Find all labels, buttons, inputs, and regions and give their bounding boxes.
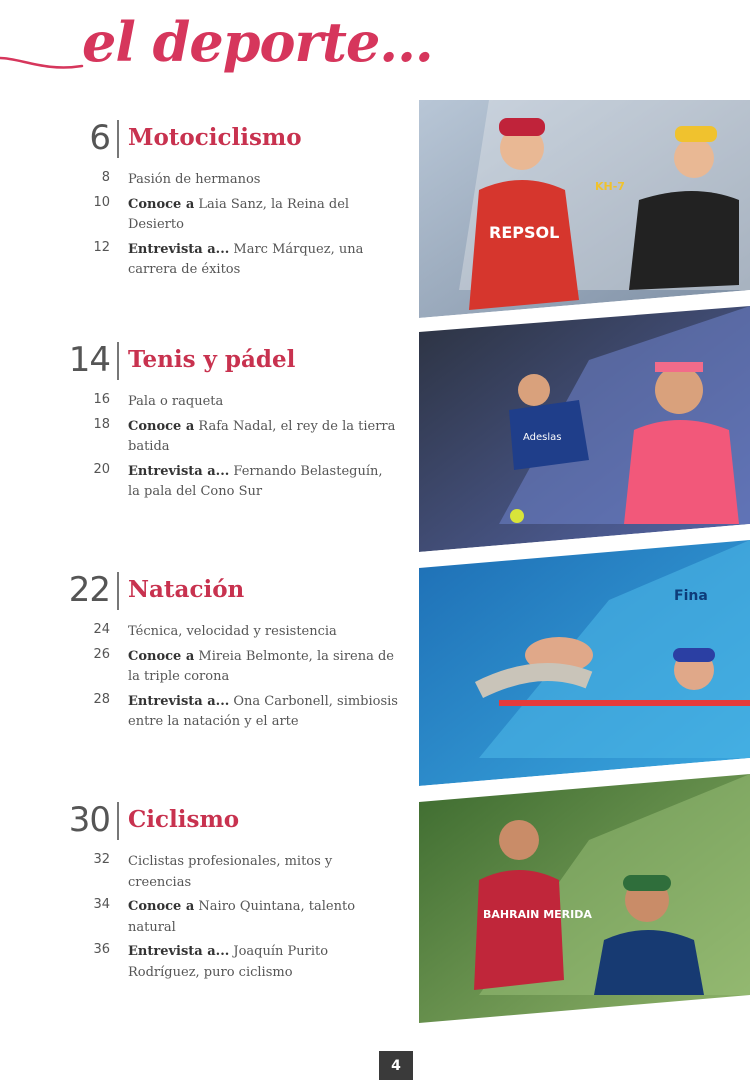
entry-lead: Conoce a [128,648,195,664]
entry-page-number: 32 [93,852,110,867]
entry-lead: Conoce a [128,899,195,914]
list-item[interactable] [0,647,410,688]
section-header [0,118,410,162]
section-divider [117,342,119,380]
list-item[interactable] [0,240,410,281]
section-title: Ciclismo [128,806,240,833]
entry-text [128,897,398,938]
entry-text [128,195,398,236]
entry-text [128,852,398,893]
list-item[interactable] [0,942,410,983]
entry-page-number: 34 [93,897,110,912]
section-page-number: 30 [68,800,110,840]
list-item[interactable] [0,462,410,503]
entry-page-number: 24 [93,622,110,637]
entry-page-number: 28 [93,691,110,707]
section-divider [117,572,119,610]
entry-list [0,392,410,507]
entry-text [128,622,398,643]
entry-body: Mireia Belmonte, la sirena de la triple corona [128,648,394,684]
photo-ciclismo [419,774,750,1023]
section-divider [117,802,119,840]
entry-text [128,942,398,983]
section-page-number: 22 [68,570,110,610]
section-title: Natación [128,576,245,603]
entry-text [128,170,398,191]
entry-text [128,692,398,733]
entry-page-number: 12 [93,239,110,255]
entry-lead: Entrevista a... [128,241,230,257]
entry-page-number: 16 [93,392,110,407]
entry-page-number: 36 [93,942,110,957]
entry-text [128,647,398,688]
list-item[interactable] [0,622,410,643]
entry-body: Nairo Quintana, talento natural [128,899,356,935]
list-item[interactable] [0,692,410,733]
section-page-number: 6 [89,118,110,158]
entry-list [0,622,410,737]
list-item[interactable] [0,852,410,893]
logo-adeslas: Adeslas [523,432,562,443]
page-title: el deporte... [82,10,433,74]
logo-bahrain-merida: BAHRAIN MERIDA [483,908,592,921]
entry-lead: Entrevista a... [128,463,230,479]
photo-motociclismo [419,100,750,318]
entry-lead: Entrevista a... [128,693,230,709]
section-header [0,570,410,614]
entry-text [128,417,398,458]
entry-body: Marc Márquez, una carrera de éxitos [128,241,364,277]
list-item[interactable] [0,392,410,413]
header [0,0,433,110]
entry-body: Laia Sanz, la Reina del Desierto [128,196,350,232]
entry-list [0,852,410,987]
entry-lead: Conoce a [128,418,195,434]
list-item[interactable] [0,195,410,236]
entry-body: Rafa Nadal, el rey de la tierra batida [128,418,396,454]
entry-lead: Entrevista a... [128,944,230,959]
list-item[interactable] [0,897,410,938]
entry-list [0,170,410,285]
logo-fina: Fina [674,588,708,604]
entry-text [128,462,398,503]
section-divider [117,120,119,158]
entry-page-number: 20 [93,461,110,477]
section-header [0,800,410,844]
list-item[interactable] [0,170,410,191]
entry-lead: Conoce a [128,196,195,212]
entry-body: Joaquín Purito Rodríguez, puro ciclismo [128,944,329,980]
section-page-number: 14 [68,340,110,380]
entry-body: Ciclistas profesionales, mitos y creencias [128,854,333,890]
page-number-badge: 4 [379,1051,413,1080]
photo-natacion [419,540,750,786]
entry-body: Pala o raqueta [128,394,224,409]
logo-kh7: KH-7 [595,180,625,193]
entry-body: Pasión de hermanos [128,172,261,187]
entry-page-number: 26 [93,646,110,662]
entry-text [128,240,398,281]
section-title: Motociclismo [128,124,302,151]
logo-repsol: REPSOL [489,223,560,242]
entry-page-number: 18 [93,416,110,432]
section-header [0,340,410,384]
entry-text [128,392,398,413]
entry-page-number: 8 [101,170,110,185]
section-title: Tenis y pádel [128,346,296,373]
entry-body: Ona Carbonell, simbiosis entre la natación y el arte [128,693,398,729]
list-item[interactable] [0,417,410,458]
entry-body: Técnica, velocidad y resistencia [128,624,337,639]
entry-body: Fernando Belasteguín, la pala del Cono Sur [128,463,383,499]
photo-tenis-padel [419,306,750,552]
entry-page-number: 10 [93,194,110,210]
photo-collage [419,100,750,1030]
